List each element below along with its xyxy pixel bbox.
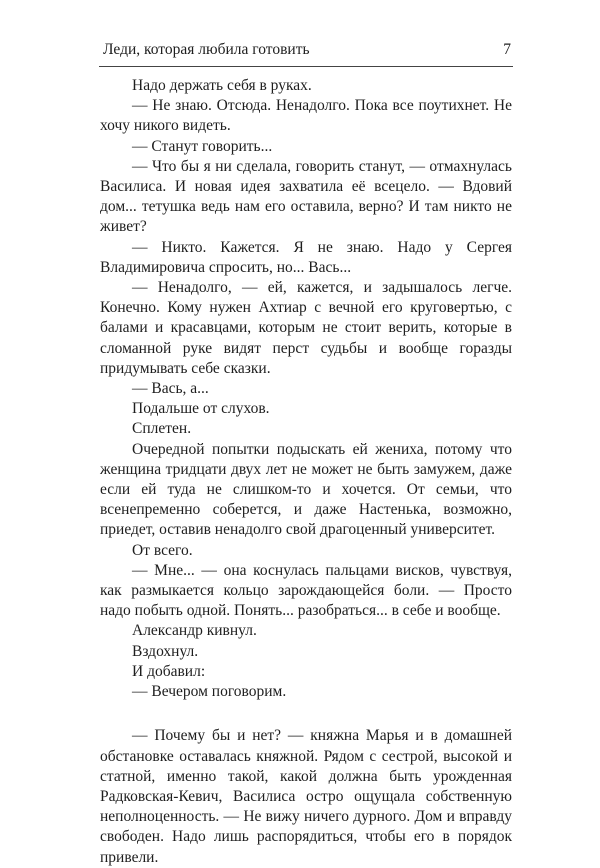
paragraph: — Почему бы и нет? — княжна Марья и в домашней обстановке оставалась княжной. Рядом с сестрой, высокой и статной, именно такой, какой должна быть урожденная Радковская-Кевич, Василиса остро ощущала собственную неполноценность. — Не вижу ничего дурного. Дом и вправду свободен. Надо лишь распорядиться, чтобы его в порядок привели.	[100, 727, 512, 866]
paragraph: — Что бы я ни сделала, говорить станут, — отмахнулась Василиса. И новая идея захватила её всецело. — Вдовий дом... тетушка ведь нам его оставила, верно? И там никто не живет?	[100, 157, 512, 236]
book-title: Леди, которая любила готовить	[103, 41, 310, 58]
paragraph: Вздохнул.	[132, 642, 199, 660]
header-rule	[99, 66, 513, 67]
paragraph: — Никто. Кажется. Я не знаю. Надо у Сергея Владимировича спросить, но... Вась...	[100, 238, 512, 276]
paragraph: — Станут говорить...	[132, 137, 273, 155]
paragraph: Александр кивнул.	[132, 622, 257, 640]
paragraph: — Вечером поговорим.	[132, 683, 287, 701]
paragraph: Очередной попытки подыскать ей жениха, потому что женщина тридцати двух лет не может не быть замужем, даже если ей туда не слишком-то и хочется. От семьи, что всенепременно соберется, и даже Настенька, возможно, приедет, оставив ненадолго свой драгоценный университет.	[100, 440, 512, 539]
paragraph: Сплетен.	[132, 420, 192, 438]
paragraph: — Вась, а...	[132, 380, 209, 398]
paragraph: — Ненадолго, — ей, кажется, и задышалось легче. Конечно. Кому нужен Ахтиар с вечной его круговертью, с балами и красавцами, которым не стоит верить, которые в сломанной руке видят перст судьбы и вообще горазды придумывать себе сказки.	[100, 279, 512, 377]
body-text	[100, 76, 512, 868]
paragraph: Надо держать себя в руках.	[132, 77, 312, 94]
paragraph: И добавил:	[132, 662, 206, 680]
paragraph: От всего.	[132, 541, 193, 559]
paragraph: — Не знаю. Отсюда. Ненадолго. Пока все поутихнет. Не хочу никого видеть.	[100, 97, 512, 135]
running-head	[99, 40, 513, 60]
page-number: 7	[503, 41, 511, 58]
paragraph: — Мне... — она коснулась пальцами висков, чувствуя, как размыкается кольцо зарождающейся боли. — Просто надо побыть одной. Понять... разобраться... в себе и вообще.	[100, 561, 512, 620]
paragraph: Подальше от слухов.	[132, 400, 270, 418]
